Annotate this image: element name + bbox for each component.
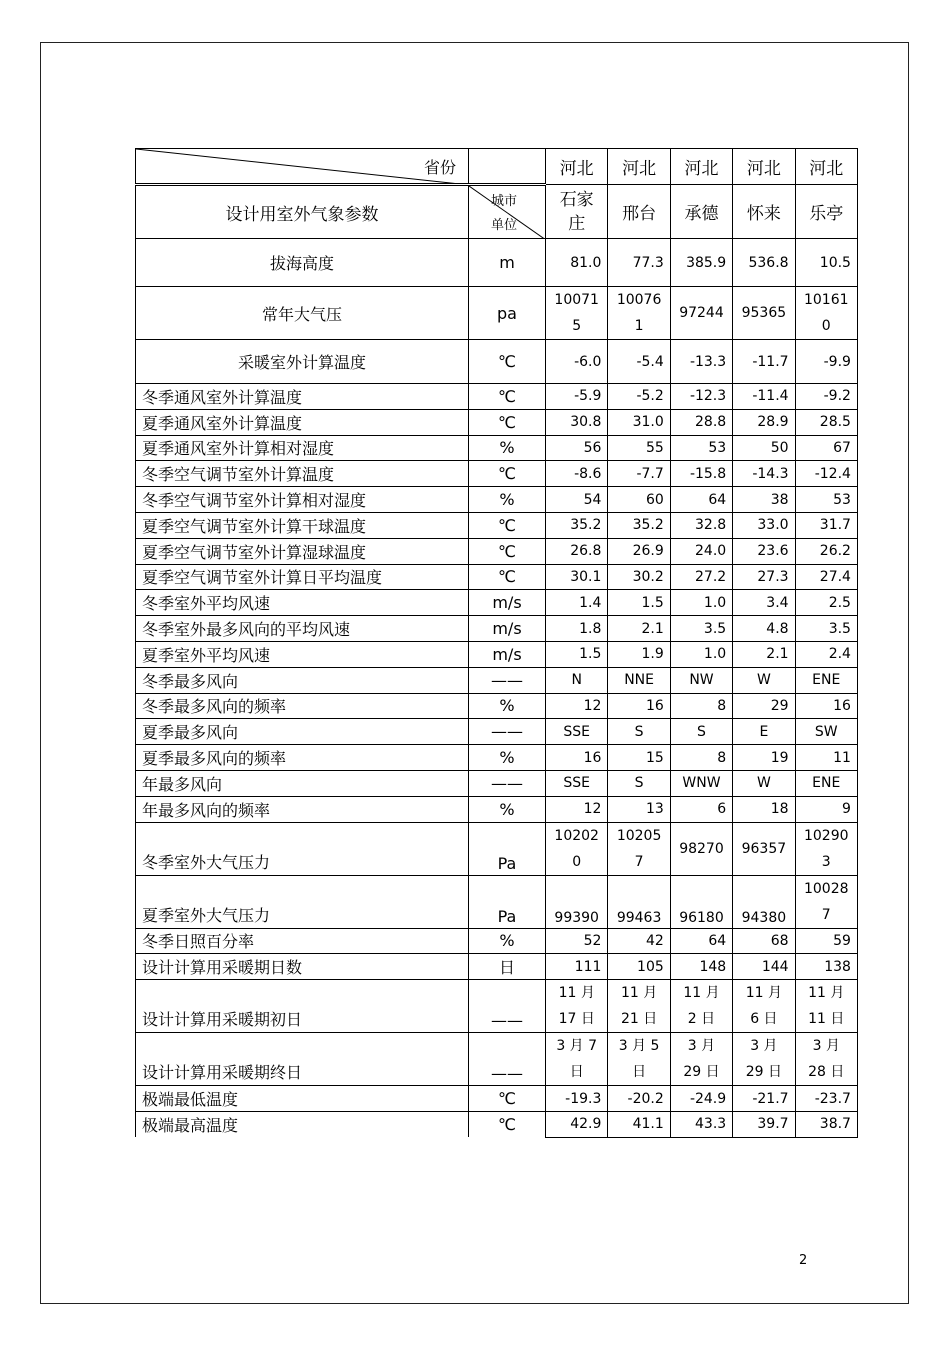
parameter-unit: % (469, 693, 546, 719)
value-cell: 53 (670, 435, 732, 461)
parameter-unit: % (469, 796, 546, 822)
parameter-unit: ℃ (469, 538, 546, 564)
value-cell (608, 875, 670, 928)
value-line: 1 (634, 318, 644, 334)
value-cell: -5.2 (608, 384, 670, 410)
value-cell: -14.3 (733, 461, 795, 487)
value-cell: 35.2 (608, 512, 670, 538)
value-cell (733, 822, 795, 875)
value-line: 11 日 (808, 1011, 845, 1028)
value-line: 10076 (616, 292, 662, 308)
parameter-name: 冬季空气调节室外计算温度 (136, 461, 469, 487)
value-cell: -19.3 (546, 1086, 608, 1112)
value-cell (733, 980, 795, 1033)
value-cell: 28.5 (795, 409, 857, 435)
value-line: 95365 (741, 305, 787, 321)
parameter-unit: m/s (469, 616, 546, 642)
value-cell (670, 287, 732, 340)
value-cell: E (733, 719, 795, 745)
value-cell: ENE (795, 770, 857, 796)
parameter-name: 设计计算用采暖期终日 (136, 1033, 469, 1086)
parameter-unit: pa (469, 287, 546, 340)
parameter-unit: ℃ (469, 1086, 546, 1112)
value-cell (546, 980, 608, 1033)
city-1 (546, 185, 608, 239)
table-row (136, 693, 858, 719)
parameter-unit: ℃ (469, 340, 546, 384)
city-5: 乐亭 (795, 185, 857, 239)
table-row (136, 1111, 858, 1137)
value-cell: 35.2 (546, 512, 608, 538)
value-line: 29 日 (683, 1064, 720, 1081)
value-cell: 15 (608, 745, 670, 771)
parameter-unit: —— (469, 719, 546, 745)
parameter-name: 夏季空气调节室外计算日平均温度 (136, 564, 469, 590)
value-line: 7 (634, 853, 644, 870)
province-4: 河北 (733, 149, 795, 185)
value-cell: 77.3 (608, 239, 670, 287)
value-cell: SSE (546, 719, 608, 745)
value-line: 21 日 (620, 1011, 658, 1028)
value-cell: 23.6 (733, 538, 795, 564)
value-line: 7 (821, 906, 831, 923)
value-cell: 41.1 (608, 1111, 670, 1137)
value-cell: 2.4 (795, 641, 857, 667)
value-cell: 18 (733, 796, 795, 822)
value-cell: 31.7 (795, 512, 857, 538)
parameter-name: 夏季空气调节室外计算湿球温度 (136, 538, 469, 564)
value-cell: 10.5 (795, 239, 857, 287)
value-cell: S (608, 719, 670, 745)
value-cell: 54 (546, 487, 608, 513)
value-cell: -8.6 (546, 461, 608, 487)
table-row (136, 745, 858, 771)
value-cell: 53 (795, 487, 857, 513)
table-row (136, 667, 858, 693)
value-cell: -12.3 (670, 384, 732, 410)
value-cell: S (670, 719, 732, 745)
param-header-cell: 设计用室外气象参数 (136, 185, 469, 239)
value-line: 99463 (616, 909, 662, 926)
value-cell: 27.2 (670, 564, 732, 590)
value-line: 11 月 (558, 985, 595, 1002)
parameter-unit: % (469, 928, 546, 954)
parameter-unit: Pa (469, 875, 546, 928)
value-cell: -11.4 (733, 384, 795, 410)
parameter-unit: ℃ (469, 409, 546, 435)
value-cell: 52 (546, 928, 608, 954)
value-line: 11 月 (745, 985, 782, 1002)
value-line: 2 日 (687, 1011, 716, 1028)
value-cell: 1.0 (670, 590, 732, 616)
value-cell: 1.0 (670, 641, 732, 667)
table-row (136, 487, 858, 513)
value-cell: 2.5 (795, 590, 857, 616)
value-cell (670, 1033, 732, 1086)
table-row (136, 512, 858, 538)
value-cell: -6.0 (546, 340, 608, 384)
value-cell: 144 (733, 954, 795, 980)
value-line: 96357 (741, 840, 787, 857)
table-row (136, 954, 858, 980)
parameter-name: 夏季室外平均风速 (136, 641, 469, 667)
value-cell: W (733, 667, 795, 693)
table-row (136, 435, 858, 461)
value-cell: 16 (546, 745, 608, 771)
parameter-unit: ℃ (469, 512, 546, 538)
table-row (136, 340, 858, 384)
value-cell: 64 (670, 928, 732, 954)
table-row (136, 1086, 858, 1112)
table-row (136, 641, 858, 667)
value-cell: 11 (795, 745, 857, 771)
value-cell: 64 (670, 487, 732, 513)
value-cell (795, 1033, 857, 1086)
value-cell (608, 287, 670, 340)
value-cell (546, 875, 608, 928)
value-cell: 59 (795, 928, 857, 954)
table-row (136, 928, 858, 954)
value-line: 3 月 5 (618, 1038, 660, 1055)
value-line: 10205 (616, 827, 662, 844)
parameter-name: 冬季室外大气压力 (136, 822, 469, 875)
value-cell: 1.5 (608, 590, 670, 616)
value-line: 10161 (803, 292, 849, 308)
parameter-name: 冬季室外最多风向的平均风速 (136, 616, 469, 642)
city-unit-header-cell (469, 185, 546, 239)
parameter-unit: ℃ (469, 564, 546, 590)
value-line: 96180 (679, 909, 724, 926)
table-row (136, 538, 858, 564)
value-cell (546, 287, 608, 340)
parameter-unit: Pa (469, 822, 546, 875)
value-cell: 138 (795, 954, 857, 980)
page-number: 2 (799, 1253, 808, 1268)
city-1-text: 石家庄 (559, 189, 594, 234)
province-3: 河北 (670, 149, 732, 185)
parameter-unit: —— (469, 667, 546, 693)
value-cell: -24.9 (670, 1086, 732, 1112)
value-cell: -20.2 (608, 1086, 670, 1112)
value-cell: 26.9 (608, 538, 670, 564)
parameter-unit: —— (469, 980, 546, 1033)
value-cell: 38.7 (795, 1111, 857, 1137)
table-row (136, 590, 858, 616)
value-cell: 3.4 (733, 590, 795, 616)
value-cell: 12 (546, 693, 608, 719)
city-3: 承德 (670, 185, 732, 239)
value-line: 11 月 (620, 985, 658, 1002)
value-cell (670, 822, 732, 875)
value-cell: 33.0 (733, 512, 795, 538)
value-cell: -9.2 (795, 384, 857, 410)
weather-parameter-table (135, 148, 858, 1138)
table-row (136, 409, 858, 435)
parameter-name: 极端最低温度 (136, 1086, 469, 1112)
value-cell: 9 (795, 796, 857, 822)
value-line: 11 月 (683, 985, 720, 1002)
value-cell: 42.9 (546, 1111, 608, 1137)
value-cell: -5.9 (546, 384, 608, 410)
value-cell: 50 (733, 435, 795, 461)
province-header-cell (136, 149, 469, 185)
value-line: 0 (821, 318, 831, 334)
value-cell: 385.9 (670, 239, 732, 287)
value-cell: -23.7 (795, 1086, 857, 1112)
unit-header-top (469, 149, 546, 185)
province-label: 省份 (423, 158, 456, 177)
value-cell: 30.2 (608, 564, 670, 590)
value-cell: 3.5 (670, 616, 732, 642)
value-line: 29 日 (745, 1064, 782, 1081)
value-cell: S (608, 770, 670, 796)
value-cell: -11.7 (733, 340, 795, 384)
parameter-name: 设计计算用采暖期日数 (136, 954, 469, 980)
value-cell: -21.7 (733, 1086, 795, 1112)
parameter-name: 冬季空气调节室外计算相对湿度 (136, 487, 469, 513)
value-cell: 27.3 (733, 564, 795, 590)
value-line: 94380 (741, 909, 787, 926)
parameter-unit: 日 (469, 954, 546, 980)
parameter-name: 拔海高度 (136, 239, 469, 287)
parameter-name: 冬季最多风向 (136, 667, 469, 693)
value-cell: 68 (733, 928, 795, 954)
value-cell: NW (670, 667, 732, 693)
value-cell: 28.9 (733, 409, 795, 435)
parameter-unit: —— (469, 1033, 546, 1086)
parameter-unit: % (469, 487, 546, 513)
parameter-unit: ℃ (469, 1111, 546, 1137)
value-cell: -12.4 (795, 461, 857, 487)
value-cell (733, 1033, 795, 1086)
table-row (136, 719, 858, 745)
value-line: 17 日 (558, 1011, 595, 1028)
value-cell: 1.9 (608, 641, 670, 667)
value-cell: 2.1 (733, 641, 795, 667)
parameter-name: 年最多风向 (136, 770, 469, 796)
value-cell: -7.7 (608, 461, 670, 487)
value-cell (546, 1033, 608, 1086)
table-row (136, 616, 858, 642)
value-cell: 8 (670, 745, 732, 771)
value-cell: SW (795, 719, 857, 745)
value-cell: N (546, 667, 608, 693)
value-cell: 27.4 (795, 564, 857, 590)
province-5: 河北 (795, 149, 857, 185)
value-cell (795, 287, 857, 340)
value-line: 10290 (803, 827, 849, 844)
parameter-name: 夏季室外大气压力 (136, 875, 469, 928)
value-cell (670, 980, 732, 1033)
value-cell: 6 (670, 796, 732, 822)
value-cell: 43.3 (670, 1111, 732, 1137)
value-line: 3 月 (687, 1038, 716, 1055)
parameter-unit: % (469, 435, 546, 461)
table-row (136, 461, 858, 487)
value-cell: 16 (795, 693, 857, 719)
value-cell: 26.8 (546, 538, 608, 564)
value-cell: 30.1 (546, 564, 608, 590)
parameter-unit: ℃ (469, 384, 546, 410)
table-row (136, 796, 858, 822)
diagonal-line-icon (136, 149, 469, 185)
value-line: 3 (821, 853, 831, 870)
value-cell: 105 (608, 954, 670, 980)
value-cell: -15.8 (670, 461, 732, 487)
value-cell: W (733, 770, 795, 796)
value-cell: NNE (608, 667, 670, 693)
table-row (136, 875, 858, 928)
value-line: 10202 (554, 827, 599, 844)
parameter-name: 年最多风向的频率 (136, 796, 469, 822)
parameter-unit: —— (469, 770, 546, 796)
value-cell: 56 (546, 435, 608, 461)
value-line: 28 日 (808, 1064, 845, 1081)
value-cell: 16 (608, 693, 670, 719)
value-cell: 3.5 (795, 616, 857, 642)
value-line: 99390 (554, 909, 599, 926)
value-cell: 67 (795, 435, 857, 461)
city-2: 邢台 (608, 185, 670, 239)
value-line: 0 (572, 853, 582, 870)
value-cell: 26.2 (795, 538, 857, 564)
value-cell: 148 (670, 954, 732, 980)
parameter-name: 冬季通风室外计算温度 (136, 384, 469, 410)
value-cell: 24.0 (670, 538, 732, 564)
value-cell: 4.8 (733, 616, 795, 642)
value-line: 98270 (679, 840, 724, 857)
table-row (136, 770, 858, 796)
parameter-name: 冬季最多风向的频率 (136, 693, 469, 719)
value-line: 日 (569, 1064, 584, 1081)
parameter-name: 夏季通风室外计算温度 (136, 409, 469, 435)
value-cell: 1.8 (546, 616, 608, 642)
value-line: 10071 (554, 292, 599, 308)
parameter-unit: m/s (469, 590, 546, 616)
parameter-name: 常年大气压 (136, 287, 469, 340)
table-row (136, 564, 858, 590)
province-2: 河北 (608, 149, 670, 185)
value-cell: 38 (733, 487, 795, 513)
value-line: 3 月 7 (556, 1038, 598, 1055)
value-cell: WNW (670, 770, 732, 796)
value-cell (733, 875, 795, 928)
table-row (136, 239, 858, 287)
value-cell (608, 980, 670, 1033)
parameter-name: 夏季最多风向的频率 (136, 745, 469, 771)
table-row (136, 287, 858, 340)
parameter-name: 采暖室外计算温度 (136, 340, 469, 384)
parameter-name: 夏季通风室外计算相对湿度 (136, 435, 469, 461)
value-cell: -5.4 (608, 340, 670, 384)
value-line: 日 (632, 1064, 647, 1081)
value-cell: 13 (608, 796, 670, 822)
value-cell: 42 (608, 928, 670, 954)
value-cell: 28.8 (670, 409, 732, 435)
table-row (136, 822, 858, 875)
value-cell: 29 (733, 693, 795, 719)
value-cell (608, 1033, 670, 1086)
city-label: 城市 (491, 194, 518, 209)
value-cell: 39.7 (733, 1111, 795, 1137)
city-4: 怀来 (733, 185, 795, 239)
value-cell: 81.0 (546, 239, 608, 287)
value-cell: 19 (733, 745, 795, 771)
value-cell: ENE (795, 667, 857, 693)
value-cell: 8 (670, 693, 732, 719)
province-1: 河北 (546, 149, 608, 185)
value-cell: 1.5 (546, 641, 608, 667)
parameter-name: 极端最高温度 (136, 1111, 469, 1137)
table-row (136, 384, 858, 410)
value-cell: 536.8 (733, 239, 795, 287)
value-cell: 60 (608, 487, 670, 513)
value-cell (670, 875, 732, 928)
parameter-name: 冬季日照百分率 (136, 928, 469, 954)
value-cell (795, 980, 857, 1033)
value-cell: 30.8 (546, 409, 608, 435)
value-line: 11 月 (808, 985, 845, 1002)
value-cell (608, 822, 670, 875)
parameter-name: 设计计算用采暖期初日 (136, 980, 469, 1033)
parameter-unit: % (469, 745, 546, 771)
parameter-name: 夏季空气调节室外计算干球温度 (136, 512, 469, 538)
value-cell: 31.0 (608, 409, 670, 435)
value-cell (795, 822, 857, 875)
value-cell: 32.8 (670, 512, 732, 538)
value-line: 97244 (679, 305, 724, 321)
value-cell: 55 (608, 435, 670, 461)
parameter-unit: ℃ (469, 461, 546, 487)
parameter-name: 冬季室外平均风速 (136, 590, 469, 616)
value-cell (546, 822, 608, 875)
value-cell: 12 (546, 796, 608, 822)
parameter-unit: m/s (469, 641, 546, 667)
value-cell: 111 (546, 954, 608, 980)
value-cell (795, 875, 857, 928)
parameter-unit: m (469, 239, 546, 287)
value-cell (733, 287, 795, 340)
unit-label: 单位 (491, 218, 518, 233)
table-row (136, 1033, 858, 1086)
value-cell: -13.3 (670, 340, 732, 384)
value-cell: 1.4 (546, 590, 608, 616)
value-cell: SSE (546, 770, 608, 796)
table-row (136, 980, 858, 1033)
value-line: 10028 (803, 880, 849, 897)
value-line: 3 月 (812, 1038, 840, 1055)
value-cell: -9.9 (795, 340, 857, 384)
value-cell: 2.1 (608, 616, 670, 642)
value-line: 5 (572, 318, 582, 334)
value-line: 3 月 (750, 1038, 778, 1055)
parameter-name: 夏季最多风向 (136, 719, 469, 745)
value-line: 6 日 (750, 1011, 778, 1028)
